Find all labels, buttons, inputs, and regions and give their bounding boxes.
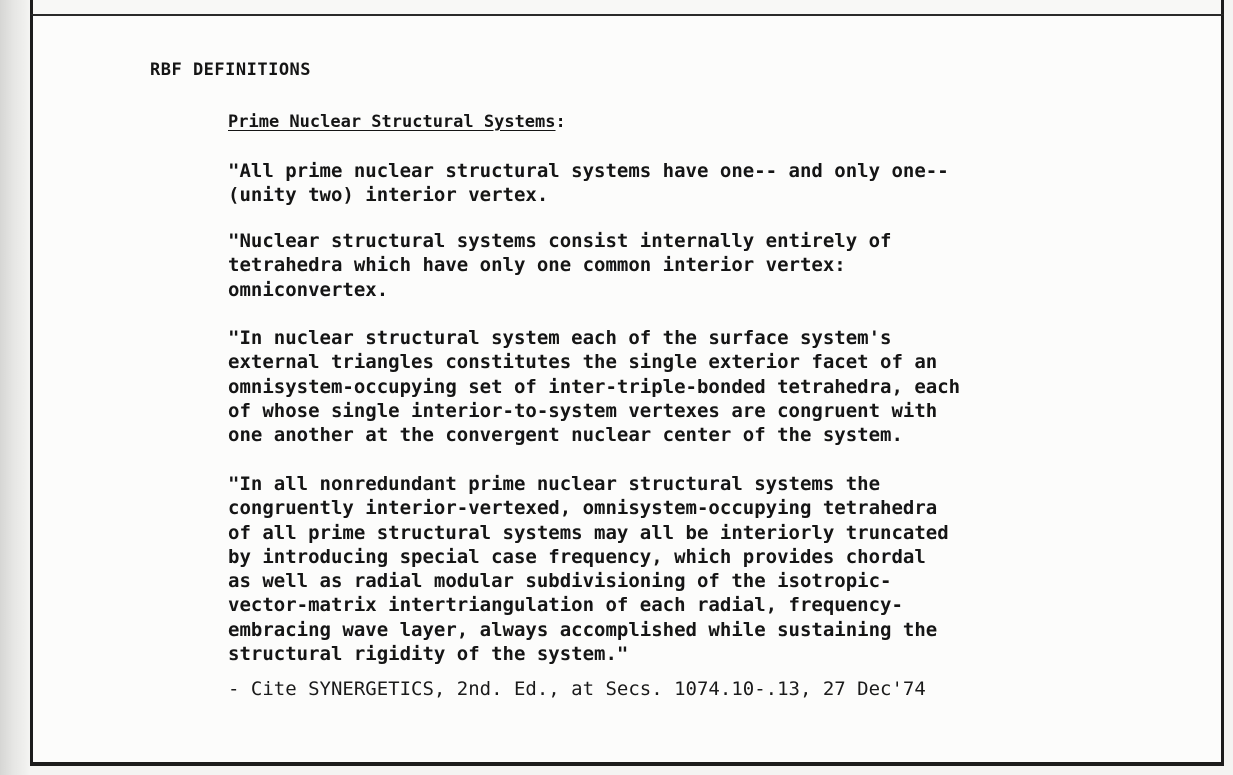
paragraph-line: omnisystem-occupying set of inter-triple-bonded tetrahedra, each [228, 375, 961, 398]
section-title-colon: : [555, 112, 566, 132]
paragraph-line: of all prime structural systems may all be interiorly truncated [228, 521, 949, 544]
paragraph-line: congruently interior-vertexed, omnisystem-occupying tetrahedra [228, 497, 938, 520]
paragraph-line: "Nuclear structural systems consist internally entirely of [228, 230, 892, 252]
page-edge-shadow [0, 0, 30, 775]
paragraph-line: omniconvertex. [228, 278, 389, 301]
paragraph-line: "In nuclear structural system each of the surface system's [228, 327, 892, 349]
definition-paragraph [228, 229, 891, 302]
top-frame-strip [30, 0, 1224, 14]
paragraph-line: one another at the convergent nuclear center of the system. [228, 424, 903, 447]
paragraph-line: structural rigidity of the system." [228, 643, 629, 666]
paragraph-line: as well as radial modular subdivisioning of the isotropic- [228, 570, 892, 593]
paragraph-line: external triangles constitutes the single exterior facet of an [228, 351, 938, 374]
paragraph-line: (unity two) interior vertex. [228, 184, 549, 207]
section-title-text: Prime Nuclear Structural Systems [228, 112, 556, 132]
document-heading: RBF DEFINITIONS [150, 60, 312, 80]
paragraph-line: "In all nonredundant prime nuclear structural systems the [228, 473, 881, 495]
definition-paragraph [228, 326, 960, 447]
section-title [228, 112, 566, 132]
paragraph-line: of whose single interior-to-system vertexes are congruent with [228, 399, 938, 422]
paragraph-line: tetrahedra which have only one common interior vertex: [228, 254, 846, 277]
citation: - Cite SYNERGETICS, 2nd. Ed., at Secs. 1074.10-.13, 27 Dec'74 [228, 678, 926, 700]
paragraph-line: embracing wave layer, always accomplished while sustaining the [228, 618, 938, 641]
paragraph-line: "All prime nuclear structural systems have one-- and only one-- [228, 160, 949, 182]
paragraph-line: by introducing special case frequency, which provides chordal [228, 545, 926, 568]
paragraph-line: vector-matrix intertriangulation of each radial, frequency- [228, 594, 903, 617]
definition-paragraph [228, 159, 949, 208]
definition-paragraph [228, 472, 949, 666]
